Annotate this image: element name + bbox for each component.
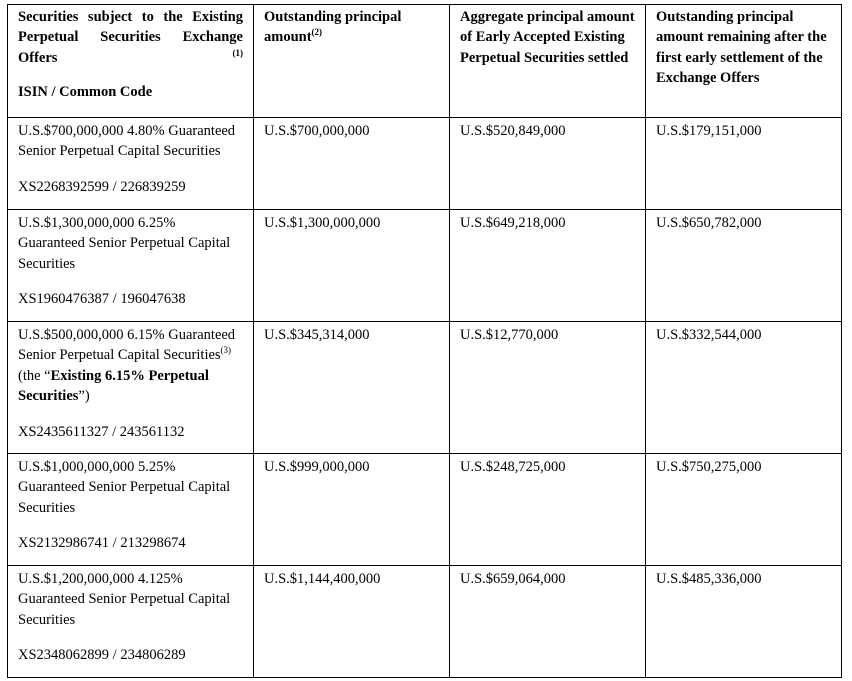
header-remaining xyxy=(646,5,842,118)
header-remaining-label: Outstanding principal amount remaining after the first early settlement of the Exchange Offers xyxy=(656,9,827,87)
remaining-cell: U.S.$485,336,000 xyxy=(646,566,842,678)
security-description-block xyxy=(18,325,243,407)
security-isin: XS2268392599 / 226839259 xyxy=(18,178,186,195)
outstanding-cell: U.S.$1,300,000,000 xyxy=(254,210,450,322)
table-row xyxy=(8,454,842,566)
security-cell xyxy=(8,118,254,210)
table-row xyxy=(8,118,842,210)
footnote-marker: (2) xyxy=(311,27,323,38)
header-row xyxy=(8,5,842,118)
table-body xyxy=(8,118,842,678)
settled-cell: U.S.$659,064,000 xyxy=(450,566,646,678)
table-row xyxy=(8,566,842,678)
remaining-cell: U.S.$332,544,000 xyxy=(646,322,842,454)
footnote-marker: (3) xyxy=(220,345,232,356)
exchange-offers-table xyxy=(7,4,842,678)
security-cell xyxy=(8,454,254,566)
defined-term: Existing 6.15% Perpetual Securities xyxy=(18,367,209,405)
outstanding-cell: U.S.$1,144,400,000 xyxy=(254,566,450,678)
header-settled xyxy=(450,5,646,118)
security-isin: XS2132986741 / 213298674 xyxy=(18,535,186,552)
settled-cell: U.S.$12,770,000 xyxy=(450,322,646,454)
header-securities xyxy=(8,5,254,118)
settled-cell: U.S.$649,218,000 xyxy=(450,210,646,322)
security-description: U.S.$1,000,000,000 5.25% Guaranteed Senior Perpetual Capital Securities xyxy=(18,459,231,516)
security-isin: XS1960476387 / 196047638 xyxy=(18,291,186,308)
header-outstanding-label: Outstanding principal amount xyxy=(264,9,402,46)
security-cell xyxy=(8,322,254,454)
security-isin: XS2348062899 / 234806289 xyxy=(18,647,186,664)
table-row xyxy=(8,322,842,454)
header-isin-label: ISIN / Common Code xyxy=(18,84,153,101)
remaining-cell: U.S.$750,275,000 xyxy=(646,454,842,566)
remaining-cell: U.S.$650,782,000 xyxy=(646,210,842,322)
security-description: U.S.$700,000,000 4.80% Guaranteed Senior Perpetual Capital Securities xyxy=(18,123,236,160)
settled-cell: U.S.$520,849,000 xyxy=(450,118,646,210)
defined-term-close: ”) xyxy=(78,388,90,405)
outstanding-cell: U.S.$999,000,000 xyxy=(254,454,450,566)
header-outstanding xyxy=(254,5,450,118)
footnote-marker: (1) xyxy=(232,47,243,58)
security-description: U.S.$1,200,000,000 4.125% Guaranteed Senior Perpetual Capital Securities xyxy=(18,571,231,628)
security-description: U.S.$500,000,000 6.15% Guaranteed Senior Perpetual Capital Securities xyxy=(18,327,236,364)
header-securities-label: Securities subject to the Existing Perpetual Securities Exchange Offers xyxy=(18,9,243,66)
table-row xyxy=(8,210,842,322)
table-header xyxy=(8,5,842,118)
security-cell xyxy=(8,210,254,322)
settled-cell: U.S.$248,725,000 xyxy=(450,454,646,566)
outstanding-cell: U.S.$700,000,000 xyxy=(254,118,450,210)
header-settled-label: Aggregate principal amount of Early Accepted Existing Perpetual Securities settled xyxy=(460,9,635,66)
security-description: U.S.$1,300,000,000 6.25% Guaranteed Senior Perpetual Capital Securities xyxy=(18,215,231,272)
remaining-cell: U.S.$179,151,000 xyxy=(646,118,842,210)
outstanding-cell: U.S.$345,314,000 xyxy=(254,322,450,454)
defined-term-open: (the “ xyxy=(18,367,51,384)
security-isin: XS2435611327 / 243561132 xyxy=(18,423,185,440)
security-cell xyxy=(8,566,254,678)
